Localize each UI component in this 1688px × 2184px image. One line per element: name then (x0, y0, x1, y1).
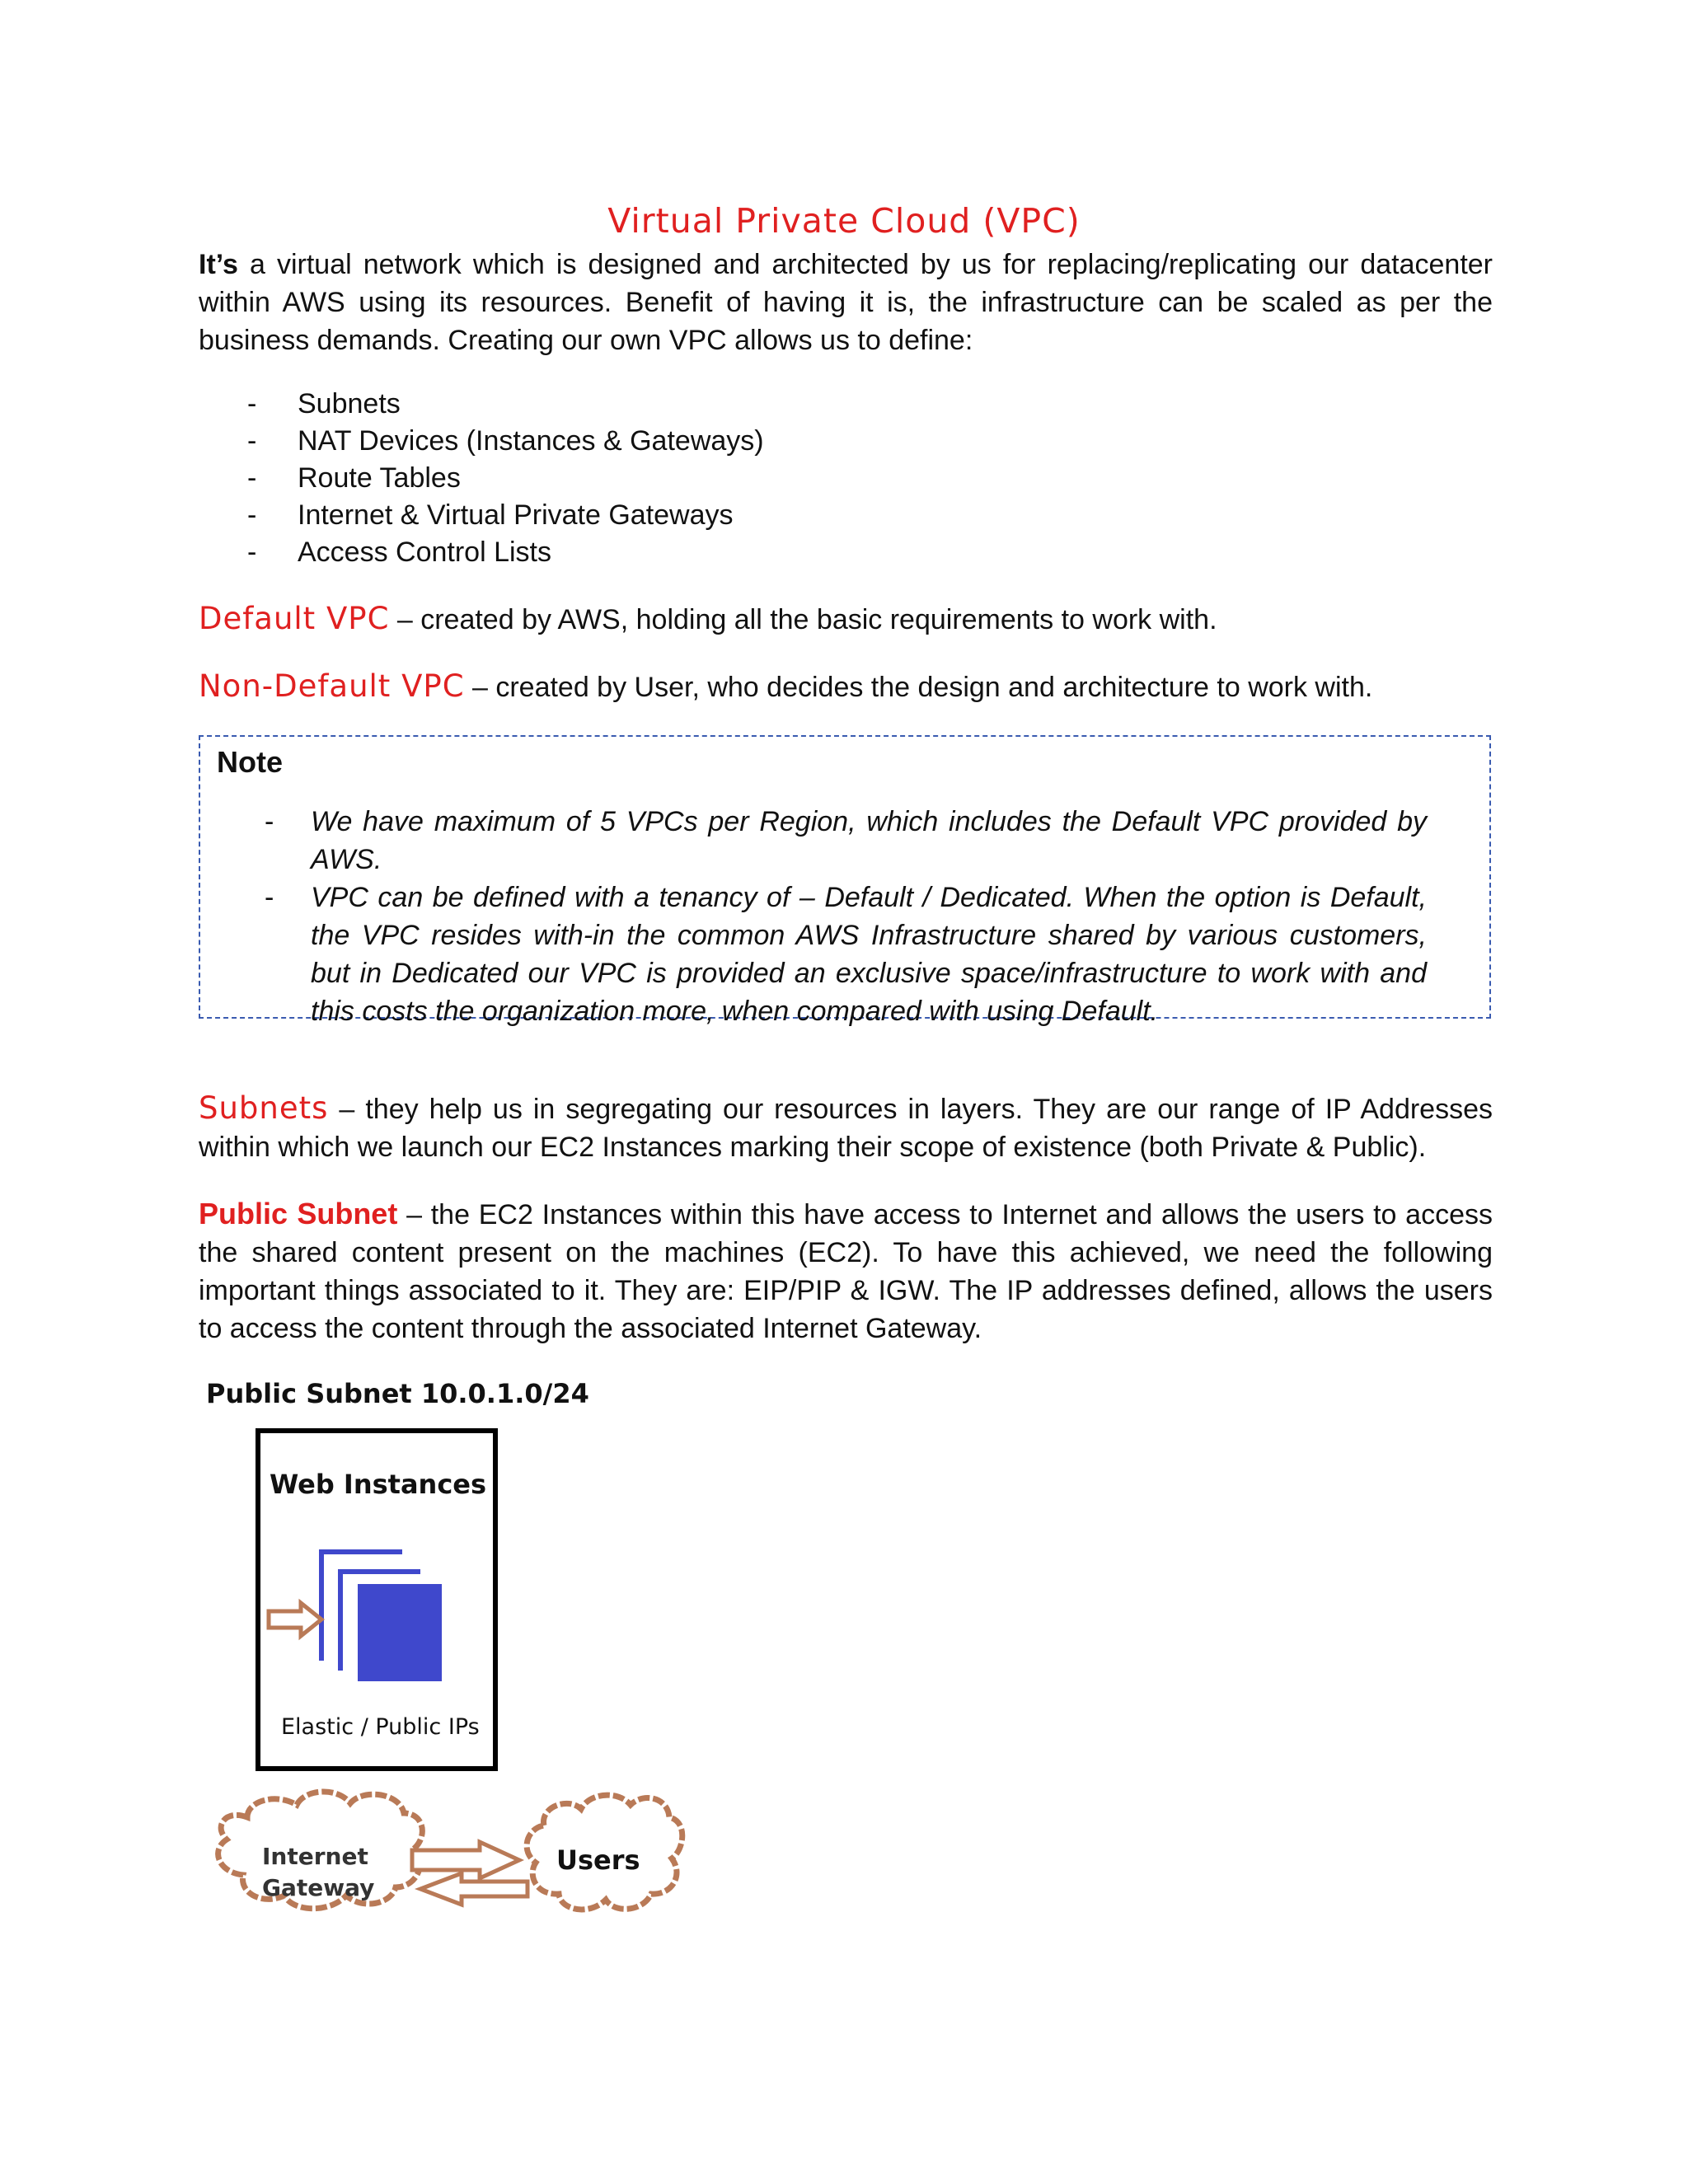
public-subnet-term: Public Subnet (199, 1197, 398, 1230)
list-item: - Access Control Lists (247, 534, 764, 571)
list-item: - Route Tables (247, 460, 764, 497)
list-item: - Internet & Virtual Private Gateways (247, 497, 764, 534)
users-label: Users (556, 1844, 640, 1876)
note-item: - We have maximum of 5 VPCs per Region, which includes the Default VPC provided by AWS. (265, 803, 1427, 879)
gateway-label-line2: Gateway (262, 1874, 375, 1901)
default-vpc-text: – created by AWS, holding all the basic requirements to work with. (389, 604, 1217, 635)
ip-label: Elastic / Public IPs (281, 1714, 480, 1740)
intro-lead: It’s (199, 249, 238, 280)
subnets-term: Subnets (199, 1090, 329, 1126)
list-item: - Subnets (247, 386, 764, 423)
page-title: Virtual Private Cloud (VPC) (607, 201, 1081, 241)
subnet-label: Public Subnet 10.0.1.0/24 (206, 1378, 589, 1409)
non-default-vpc-term: Non-Default VPC (199, 668, 465, 704)
note-item: - VPC can be defined with a tenancy of – Default / Dedicated. When the option is Default, the VPC resides with-in the common AWS Infrastructure shared by various customers, but in Dedicated our VPC is provided an exclusive space/infrastructure to work with and this costs the organization more, when compared with using Default. (265, 879, 1427, 1030)
bidirectional-arrows-icon (412, 1842, 528, 1905)
note-title: Note (217, 745, 283, 779)
list-item: - NAT Devices (Instances & Gateways) (247, 423, 764, 460)
subnets-text: – they help us in segregating our resources in layers. They are our range of IP Addresses within which we launch our EC2 Instances marking their scope of existence (both Private & Public). (199, 1094, 1493, 1163)
intro-text: a virtual network which is designed and architected by us for replacing/replicating our datacenter within AWS using its resources. Benefit of having it is, the infrastructure can be scaled as per the business demands. Creating our own VPC allows us to define: (199, 249, 1493, 356)
non-default-vpc-text: – created by User, who decides the design and architecture to work with. (464, 672, 1373, 703)
public-subnet-text: – the EC2 Instances within this have access to Internet and allows the users to access the shared content present on the machines (EC2). To have this achieved, we need the following important things associated to it. They are: EIP/PIP & IGW. The IP addresses defined, allows the users to access the content through the associated Internet Gateway. (199, 1199, 1493, 1344)
gateway-label-line1: Internet (262, 1843, 368, 1870)
default-vpc-term: Default VPC (199, 601, 390, 636)
web-instances-title: Web Instances (270, 1469, 487, 1500)
